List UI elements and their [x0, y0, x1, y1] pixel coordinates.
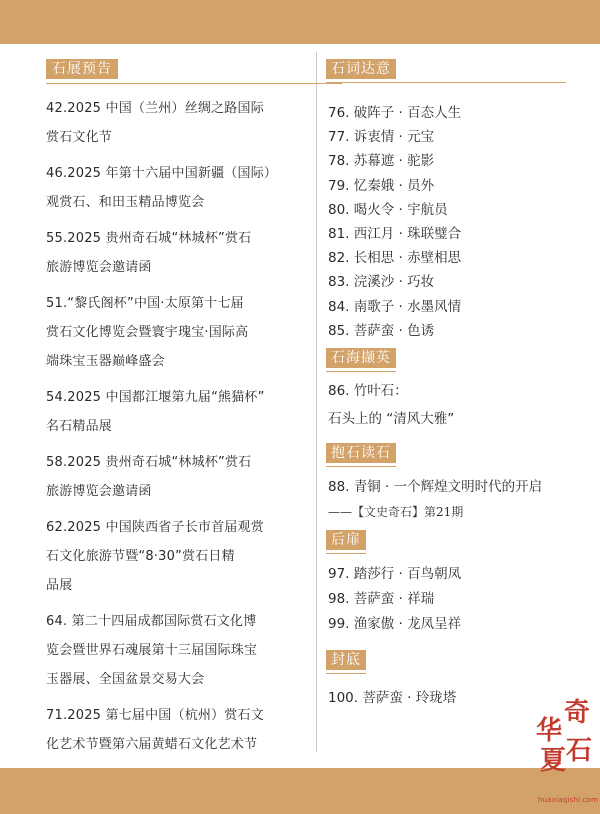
toc-entry[interactable]: 81. 西江月 · 珠联璧合	[328, 226, 462, 243]
toc-line: 旅游博览会邀请函	[46, 484, 152, 499]
toc-entry[interactable]	[46, 224, 310, 282]
column-divider	[316, 52, 317, 752]
toc-entry[interactable]	[46, 513, 310, 600]
section-underline	[46, 83, 342, 84]
toc-entry[interactable]: 83. 浣溪沙 · 巧妆	[328, 274, 435, 291]
toc-entry[interactable]: 76. 破阵子 · 百态人生	[328, 105, 462, 121]
section-title: 封底	[326, 650, 366, 670]
bottom-band	[0, 768, 600, 814]
toc-line: 端珠宝玉器巅峰盛会	[46, 354, 165, 369]
toc-entry[interactable]	[46, 383, 310, 441]
poetry-list	[326, 101, 588, 343]
toc-entry[interactable]: 79. 忆秦娥 · 员外	[328, 177, 435, 194]
logo-char: 夏	[540, 746, 567, 776]
section-title: 后扉	[326, 530, 366, 550]
toc-entry[interactable]	[46, 607, 310, 694]
section-header-exhibitions	[46, 58, 310, 82]
logo-char: 华	[536, 716, 563, 746]
section-highlights	[326, 347, 588, 432]
toc-line: 石头上的 “清风大雅”	[328, 411, 455, 428]
toc-entry[interactable]: 80. 喝火令 · 宇航员	[328, 201, 448, 218]
toc-line: 品展	[46, 578, 73, 593]
toc-entry[interactable]: 78. 苏幕遮 · 驼影	[328, 153, 435, 170]
left-column	[46, 58, 310, 759]
section-underline	[326, 371, 396, 372]
toc-entry[interactable]: 97. 踏莎行 · 百鸟朝凤	[328, 566, 462, 583]
toc-entry[interactable]	[326, 376, 588, 432]
section-underline	[326, 553, 366, 554]
section-reading	[326, 442, 588, 523]
toc-entry[interactable]	[326, 473, 588, 523]
toc-line: 玉器展、全国盆景交易大会	[46, 672, 205, 687]
toc-line: 石文化旅游节暨“8·30”赏石日精	[46, 549, 235, 564]
toc-line: 赏石文化节	[46, 130, 113, 145]
toc-entry[interactable]: 82. 长相思 · 赤壁相思	[328, 250, 462, 267]
section-title: 石展预告	[46, 59, 118, 79]
toc-line: 54.2025 中国都江堰第九届“熊猫杯”	[46, 390, 265, 405]
back-flap-list	[326, 562, 588, 637]
toc-line: 88. 青铜 · 一个辉煌文明时代的开启	[328, 479, 543, 496]
toc-line: 览会暨世界石魂展第十三届国际珠宝	[46, 643, 258, 658]
right-column	[326, 58, 588, 710]
toc-line: 55.2025 贵州奇石城“林城杯”赏石	[46, 231, 252, 246]
section-underline	[326, 466, 396, 467]
section-underline	[326, 673, 366, 674]
section-underline	[326, 82, 566, 83]
toc-entry[interactable]: 99. 渔家傲 · 龙凤呈祥	[328, 616, 462, 633]
toc-line: 名石精品展	[46, 419, 113, 434]
toc-entry[interactable]: 84. 南歌子 · 水墨风情	[328, 298, 462, 315]
toc-line: 观赏石、和田玉精品博览会	[46, 195, 205, 210]
section-back-flap	[326, 529, 588, 637]
section-title: 石词达意	[326, 59, 396, 79]
toc-line: 86. 竹叶石：	[328, 383, 408, 400]
toc-entry[interactable]	[46, 159, 310, 217]
toc-line: 42.2025 中国（兰州）丝绸之路国际	[46, 101, 264, 116]
logo-url: huaxiaqishi.com	[538, 796, 599, 804]
toc-entry[interactable]: 77. 诉衷情 · 元宝	[328, 129, 435, 146]
toc-line: 46.2025 年第十六届中国新疆（国际）	[46, 166, 278, 181]
toc-entry[interactable]: 98. 菩萨蛮 · 祥瑞	[328, 591, 435, 608]
section-poetry	[326, 58, 588, 343]
toc-line: 51.“黎氏阁杯”中国·太原第十七届	[46, 296, 244, 311]
toc-entry[interactable]	[46, 94, 310, 152]
section-title: 抱石读石	[326, 443, 396, 463]
series-label: ——【文史奇石】第21期	[328, 505, 464, 520]
toc-line: 62.2025 中国陕西省子长市首届观赏	[46, 520, 264, 535]
toc-entry[interactable]	[46, 701, 310, 759]
toc-line: 58.2025 贵州奇石城“林城杯”赏石	[46, 455, 252, 470]
toc-line: 71.2025 第七届中国（杭州）赏石文	[46, 708, 264, 723]
toc-line: 64. 第二十四届成都国际赏石文化博	[46, 614, 257, 629]
toc-line: 化艺术节暨第六届黄蜡石文化艺术节	[46, 737, 258, 752]
toc-line: 旅游博览会邀请函	[46, 260, 152, 275]
section-title: 石海撷英	[326, 348, 396, 368]
toc-entry[interactable]	[46, 448, 310, 506]
logo-char: 石	[566, 736, 593, 766]
top-band	[0, 0, 600, 44]
toc-entry[interactable]: 85. 菩萨蛮 · 色诱	[328, 322, 435, 339]
exhibition-list	[46, 94, 310, 759]
logo-char: 奇	[564, 698, 591, 728]
toc-entry[interactable]: 100. 菩萨蛮 · 玲珑塔	[328, 690, 457, 707]
toc-line: 赏石文化博览会暨寰宇瑰宝·国际高	[46, 325, 249, 340]
toc-entry[interactable]	[46, 289, 310, 376]
watermark-logo	[534, 700, 598, 810]
